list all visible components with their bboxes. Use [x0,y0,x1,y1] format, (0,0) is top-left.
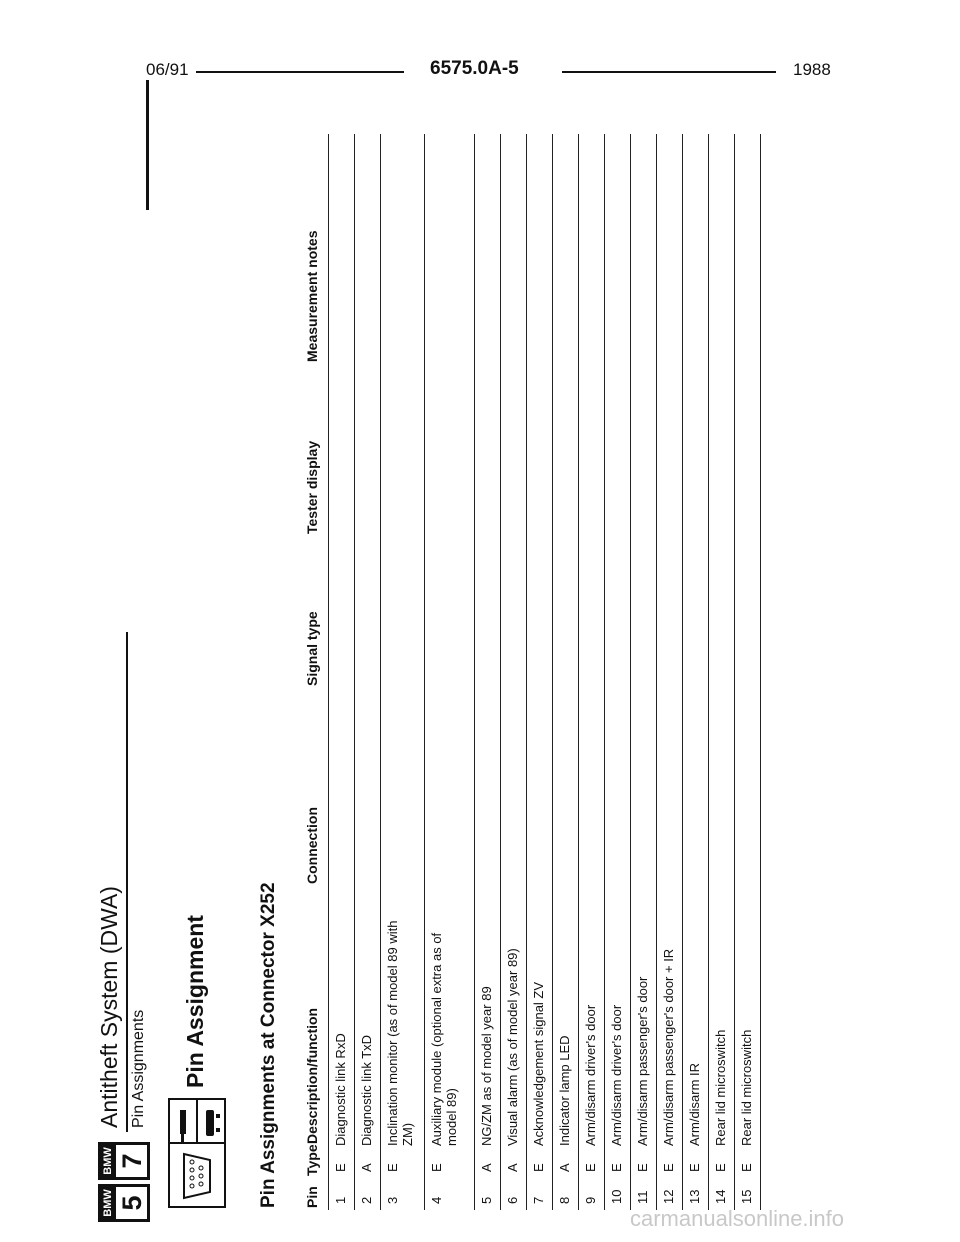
badge-number: 5 [117,1195,147,1211]
table-bottom-rule [760,134,761,1210]
row-description: Diagnostic link TxD [359,1034,374,1146]
col-header-signal-type: Signal type [304,611,320,686]
row-type: E [583,1163,598,1172]
row-type: E [531,1163,546,1172]
row-description: Diagnostic link RxD [333,1033,348,1146]
row-type: A [479,1163,494,1172]
header-year: 1988 [793,60,831,79]
watermark: carmanualsonline.info [630,1206,845,1231]
row-type: E [333,1163,348,1172]
row-description: Arm/disarm passenger's door + IR [661,948,676,1146]
header-rule-left [196,71,404,73]
table-row [380,134,425,1210]
row-description: Inclination monitor (as of model 89 with ZM) [385,920,415,1146]
page-title: Antitheft System (DWA) [96,886,122,1128]
row-description: Arm/disarm driver's door [609,1004,624,1146]
row-pin: 13 [687,1189,702,1204]
table-row [500,134,527,1210]
pin-symbol-icon [170,1100,224,1142]
row-type: E [635,1163,650,1172]
doc-number: 6575.0A-5 [430,58,519,79]
row-pin: 15 [739,1189,754,1204]
table-row [604,134,631,1210]
col-header-pin: Pin [304,1186,320,1208]
title-rule [126,632,128,1132]
row-pin: 3 [385,1196,400,1204]
row-type: A [557,1163,572,1172]
col-header-type: Type [304,1144,320,1176]
header-rule-right [562,71,776,73]
row-pin: 9 [583,1196,598,1204]
row-description: Visual alarm (as of model year 89) [505,948,520,1146]
row-type: A [359,1163,374,1172]
row-description: Arm/disarm driver's door [583,1004,598,1146]
badge-brand: BMW [101,1145,116,1177]
table-row [656,134,683,1210]
row-type: A [505,1163,520,1172]
table-row [708,134,735,1210]
row-pin: 6 [505,1196,520,1204]
table-row [630,134,657,1210]
row-description: Rear lid microswitch [739,1029,754,1146]
badge-number: 7 [117,1153,147,1169]
row-description: Auxiliary module (optional extra as of model 89) [429,932,459,1146]
row-pin: 14 [713,1189,728,1204]
row-type: E [713,1163,728,1172]
row-pin: 5 [479,1196,494,1204]
bmw-logos [98,1138,153,1222]
col-header-description: Description/function [304,1007,320,1144]
connector-pin-icon [168,1098,226,1208]
row-pin: 8 [557,1196,572,1204]
table-row [578,134,605,1210]
row-type: E [429,1163,444,1172]
bmw-badge-7 [98,1142,150,1180]
row-pin: 7 [531,1196,546,1204]
row-description: Acknowledgement signal ZV [531,981,546,1146]
row-description: NG/ZM as of model year 89 [479,986,494,1146]
row-description: Rear lid microswitch [713,1029,728,1146]
row-type: E [385,1163,400,1172]
row-description: Arm/disarm passenger's door [635,976,650,1146]
row-type: E [609,1163,624,1172]
row-pin: 2 [359,1196,374,1204]
section-title: Pin Assignment [182,915,208,1088]
badge-brand: BMW [101,1187,116,1219]
rotated-sheet [98,134,798,1222]
row-description: Indicator lamp LED [557,1035,572,1146]
table-row [734,134,761,1210]
table-row [474,134,501,1210]
col-header-measurement-notes: Measurement notes [304,230,320,362]
table-row [424,134,475,1210]
table-row [682,134,709,1210]
row-description: Arm/disarm IR [687,1062,702,1146]
table-row [552,134,579,1210]
header-date: 06/91 [146,60,189,79]
table-row [328,134,355,1210]
row-pin: 1 [333,1196,348,1204]
table-row [354,134,381,1210]
row-pin: 4 [429,1196,444,1204]
connector-plug-icon [170,1142,224,1206]
row-pin: 12 [661,1189,676,1204]
col-header-tester-display: Tester display [304,440,320,534]
table-title: Pin Assignments at Connector X252 [258,882,279,1208]
col-header-connection: Connection [304,807,320,884]
row-type: E [739,1163,754,1172]
bmw-badge-5 [98,1184,150,1222]
row-type: E [687,1163,702,1172]
table-row [526,134,553,1210]
row-pin: 11 [635,1190,650,1204]
row-pin: 10 [609,1189,624,1204]
page-subtitle: Pin Assignments [130,1009,147,1128]
row-type: E [661,1163,676,1172]
